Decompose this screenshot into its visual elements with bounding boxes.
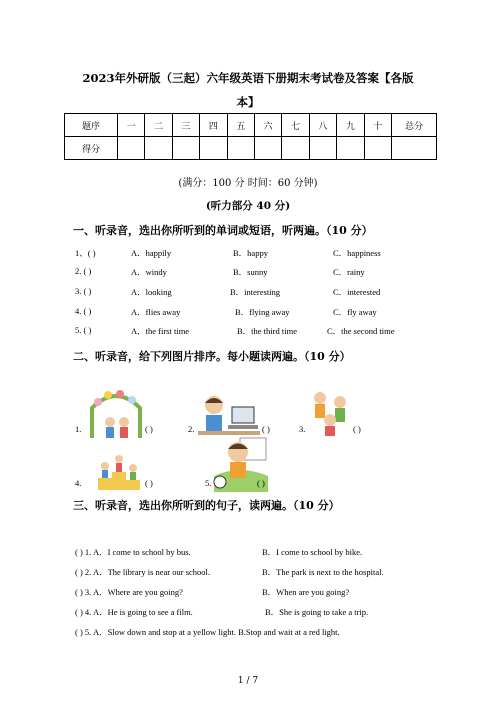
item-number: 3. ( ) (75, 286, 92, 296)
header-cell: 三 (172, 114, 199, 137)
header-cell: 五 (227, 114, 254, 137)
option-a: A．flies away (131, 307, 181, 317)
page-number: 1 / 7 (237, 676, 259, 686)
section1-list (75, 247, 435, 337)
option-b: B．sunny (233, 267, 268, 277)
sentence-a: ( ) 1. A．I come to school by bus. (75, 547, 191, 557)
picture-label: 2. (188, 424, 195, 434)
title-line-1: 2023年外研版（三起）六年级英语下册期末考试卷及答案【各版 (82, 71, 414, 85)
option-c: C．the second time (327, 326, 395, 336)
option-c: C．happiness (333, 248, 381, 258)
answer-blank[interactable]: ( ) (145, 424, 153, 434)
answer-blank[interactable]: ( ) (353, 424, 361, 434)
header-cell: 十 (364, 114, 391, 137)
sentence-a: ( ) 2. A．The library is near our school. (75, 567, 211, 577)
score-cell[interactable] (227, 137, 254, 160)
header-cell: 一 (118, 114, 145, 137)
answer-blank[interactable]: ( ) (145, 478, 153, 488)
sentence-a: ( ) 5. A．Slow down and stop at a yellow light. B.Stop and wait at a red light. (75, 627, 340, 637)
score-cell[interactable] (392, 137, 437, 160)
option-b: B．happy (233, 248, 268, 258)
section1-heading: 一、听录音，选出你所听到的单词或短语，听两遍。（10 分） (73, 224, 373, 237)
score-cell[interactable] (364, 137, 391, 160)
sentence-a: ( ) 3. A．Where are you going? (75, 587, 183, 597)
picture-label: 4. (75, 478, 82, 488)
option-b: B．the third time (237, 326, 297, 336)
option-a: A．looking (131, 287, 172, 297)
header-cell: 题序 (65, 114, 118, 137)
exam-meta: (满分：100 分 时间：60 分钟) (178, 178, 318, 189)
header-cell: 总分 (392, 114, 437, 137)
answer-blank[interactable]: ( ) (257, 478, 265, 488)
option-b: B．interesting (230, 287, 281, 297)
section3-heading: 三、听录音，选出你所听到的句子，读两遍。（10 分） (73, 499, 340, 512)
sentence-b: B．She is going to take a trip. (265, 607, 369, 617)
score-cell[interactable] (254, 137, 281, 160)
sentence-b: B．When are you going? (262, 587, 350, 597)
document-title (58, 66, 438, 114)
picture-label: 1. (75, 424, 82, 434)
option-c: C．interested (333, 287, 381, 297)
option-b: B．flying away (235, 307, 290, 317)
score-cell[interactable] (118, 137, 145, 160)
header-cell: 四 (200, 114, 227, 137)
sentence-a: ( ) 4. A．He is going to see a film. (75, 607, 193, 617)
title-line-2: 本】 (236, 95, 260, 109)
picture-label: 5. (205, 478, 212, 488)
section3-list (75, 546, 435, 646)
sentence-b: B．The park is next to the hospital. (262, 567, 384, 577)
item-number: 1、( ) (75, 248, 96, 258)
header-cell: 六 (254, 114, 281, 137)
section2-heading: 二、听录音，给下列图片排序。每小题读两遍。（10 分） (73, 350, 351, 363)
header-cell: 七 (282, 114, 309, 137)
item-number: 5. ( ) (75, 325, 92, 335)
sentence-b: B．I come to school by bike. (262, 547, 363, 557)
option-c: C．fly away (333, 307, 377, 317)
score-cell[interactable] (337, 137, 364, 160)
score-table-score-row (65, 137, 437, 160)
option-c: C．rainy (333, 267, 365, 277)
score-table (64, 113, 437, 160)
option-a: A．the first time (131, 326, 190, 336)
score-table-header-row (65, 114, 437, 137)
score-cell[interactable] (282, 137, 309, 160)
listening-heading: (听力部分 40 分) (205, 200, 291, 212)
header-cell: 九 (337, 114, 364, 137)
score-cell[interactable] (145, 137, 172, 160)
row-label-cell: 得分 (65, 137, 118, 160)
option-a: A．windy (131, 267, 167, 277)
header-cell: 八 (309, 114, 336, 137)
score-cell[interactable] (172, 137, 199, 160)
score-cell[interactable] (309, 137, 336, 160)
section2-labels (75, 420, 435, 490)
score-cell[interactable] (200, 137, 227, 160)
picture-label: 3. (299, 424, 306, 434)
item-number: 2. ( ) (75, 266, 92, 276)
header-cell: 二 (145, 114, 172, 137)
item-number: 4. ( ) (75, 306, 92, 316)
option-a: A．happily (131, 248, 172, 258)
answer-blank[interactable]: ( ) (262, 424, 270, 434)
